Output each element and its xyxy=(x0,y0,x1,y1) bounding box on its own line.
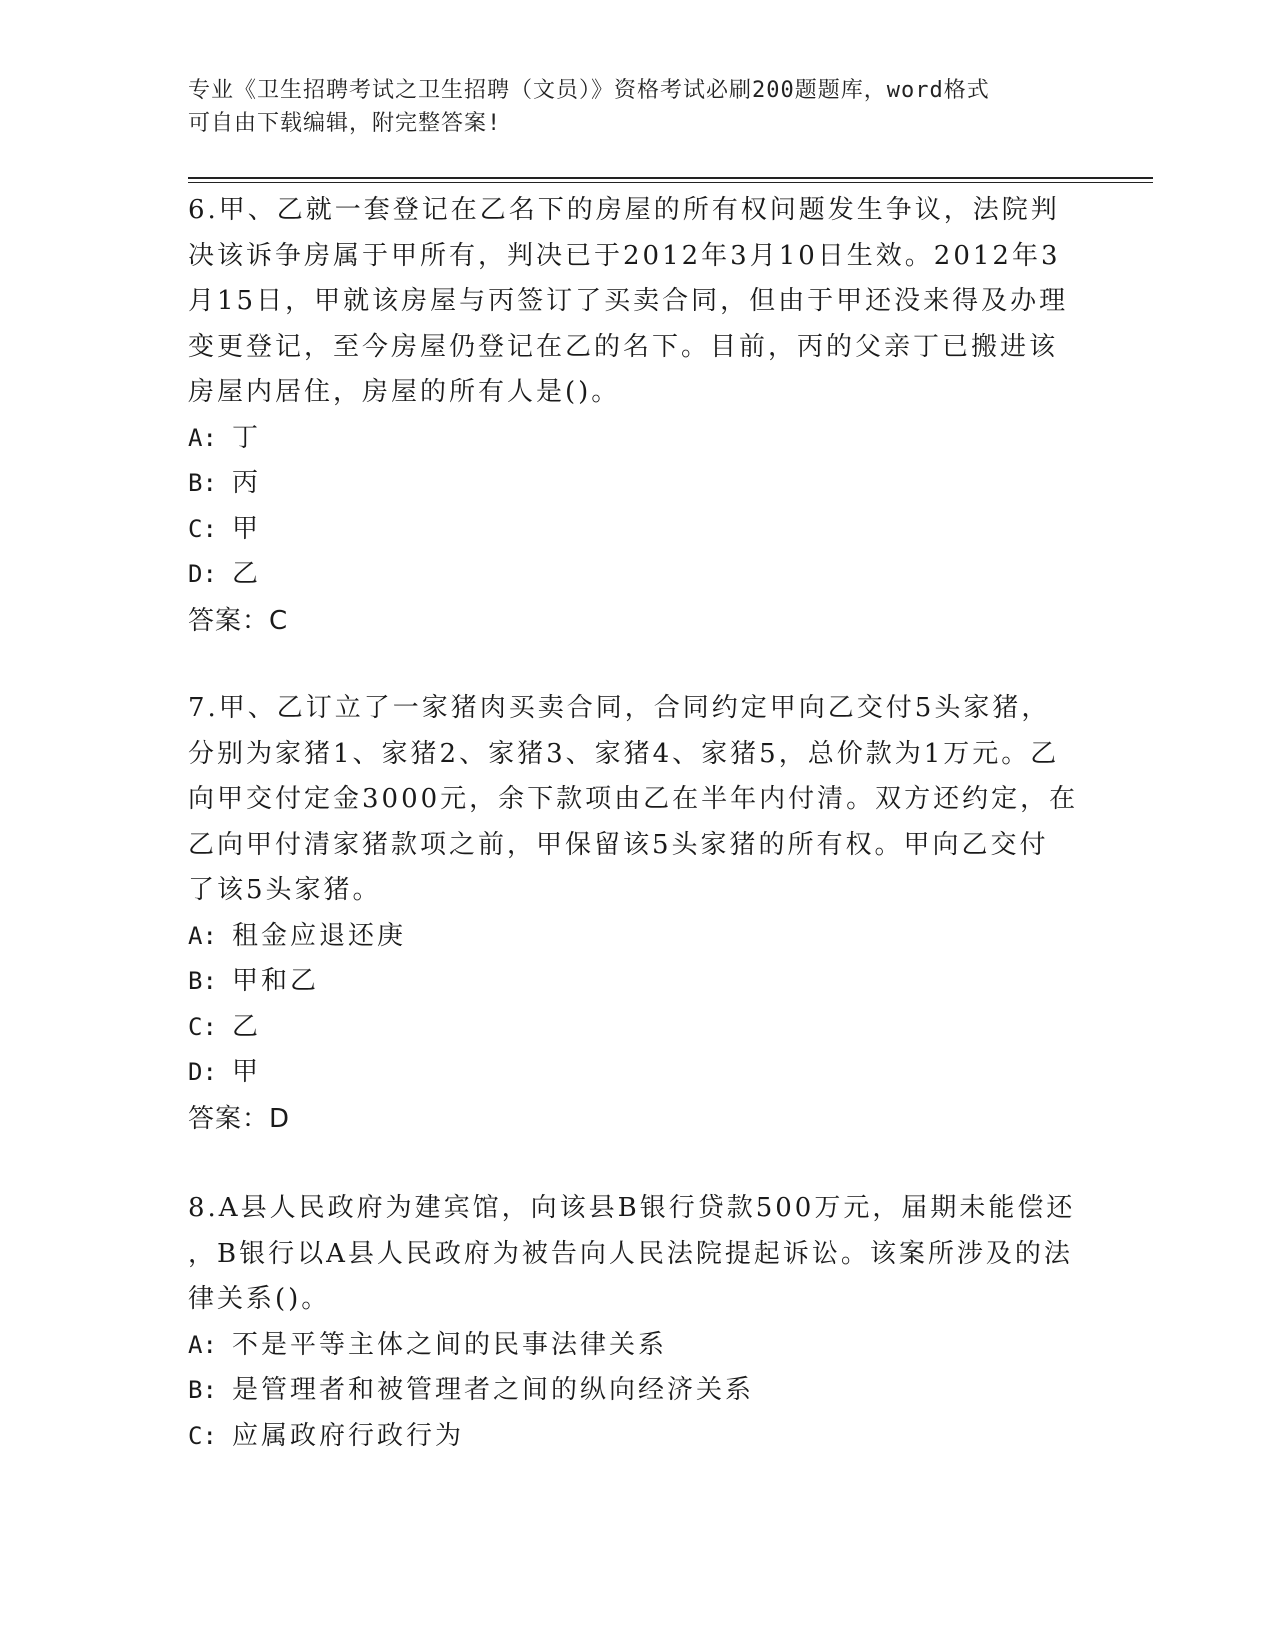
option-text: 丁 xyxy=(232,422,262,453)
question-text-line: 决该诉争房属于甲所有，判决已于2012年3月10日生效。2012年3 xyxy=(188,240,1061,271)
option-letter: B: xyxy=(188,967,217,995)
option-d xyxy=(188,552,1088,598)
answer-line: 答案：D xyxy=(188,1103,291,1134)
question-text-line: 律关系()。 xyxy=(188,1284,331,1314)
option-text: 甲 xyxy=(232,513,262,544)
option-b xyxy=(188,1368,1088,1414)
option-letter: A: xyxy=(188,1330,217,1359)
question-text-line: 变更登记，至今房屋仍登记在乙的名下。目前，丙的父亲丁已搬进该 xyxy=(188,331,1059,362)
option-letter: B: xyxy=(188,469,217,497)
question-7 xyxy=(188,686,1088,1142)
option-b xyxy=(188,959,1088,1005)
option-letter: C: xyxy=(188,1421,217,1450)
option-c xyxy=(188,1414,1088,1460)
option-letter: C: xyxy=(188,514,217,543)
option-text: 甲和乙 xyxy=(232,966,320,996)
question-text-line: 乙向甲付清家猪款项之前，甲保留该5头家猪的所有权。甲向乙交付 xyxy=(188,829,1049,860)
document-header xyxy=(188,74,1068,140)
option-text: 丙 xyxy=(232,468,262,498)
option-text: 是管理者和被管理者之间的纵向经济关系 xyxy=(232,1375,755,1405)
option-text: 乙 xyxy=(232,559,262,589)
option-letter: B: xyxy=(188,1376,217,1404)
option-letter: A: xyxy=(188,423,217,452)
option-letter: D: xyxy=(188,560,217,588)
question-text-line: 6.甲、乙就一套登记在乙名下的房屋的所有权问题发生争议，法院判 xyxy=(188,195,1060,225)
option-a xyxy=(188,416,1088,462)
option-b xyxy=(188,461,1088,507)
option-d xyxy=(188,1050,1088,1096)
question-6 xyxy=(188,188,1088,644)
option-text: 租金应退还庚 xyxy=(232,920,407,951)
header-divider-thin xyxy=(188,182,1153,183)
question-text-line: 分别为家猪1、家猪2、家猪3、家猪4、家猪5，总价款为1万元。乙 xyxy=(188,738,1060,769)
option-text: 应属政府行政行为 xyxy=(232,1420,465,1451)
question-text-line: ，B银行以A县人民政府为被告向人民法院提起诉讼。该案所涉及的法 xyxy=(188,1238,1073,1269)
option-text: 乙 xyxy=(232,1011,262,1042)
option-letter: A: xyxy=(188,921,217,950)
question-text-line: 月15日，甲就该房屋与丙签订了买卖合同，但由于甲还没来得及办理 xyxy=(188,286,1069,316)
header-line-2: 可自由下载编辑，附完整答案! xyxy=(188,111,502,136)
option-letter: D: xyxy=(188,1058,217,1086)
option-text: 甲 xyxy=(232,1057,262,1087)
option-c xyxy=(188,1005,1088,1051)
header-line-1: 专业《卫生招聘考试之卫生招聘（文员）》资格考试必刷200题题库，word格式 xyxy=(188,78,990,103)
question-text-line: 8.A县人民政府为建宾馆，向该县B银行贷款500万元，届期未能偿还 xyxy=(188,1193,1076,1223)
question-text-line: 7.甲、乙订立了一家猪肉买卖合同，合同约定甲向乙交付5头家猪， xyxy=(188,693,1051,723)
option-c xyxy=(188,507,1088,553)
option-letter: C: xyxy=(188,1012,217,1041)
option-text: 不是平等主体之间的民事法律关系 xyxy=(232,1329,668,1360)
question-text-line: 房屋内居住，房屋的所有人是()。 xyxy=(188,377,621,407)
option-a xyxy=(188,1323,1088,1369)
question-text-line: 了该5头家猪。 xyxy=(188,875,382,905)
question-text-line: 向甲交付定金3000元，余下款项由乙在半年内付清。双方还约定，在 xyxy=(188,784,1079,814)
header-divider-thick xyxy=(188,177,1153,179)
option-a xyxy=(188,914,1088,960)
question-8 xyxy=(188,1186,1088,1459)
answer-line: 答案：C xyxy=(188,605,289,636)
